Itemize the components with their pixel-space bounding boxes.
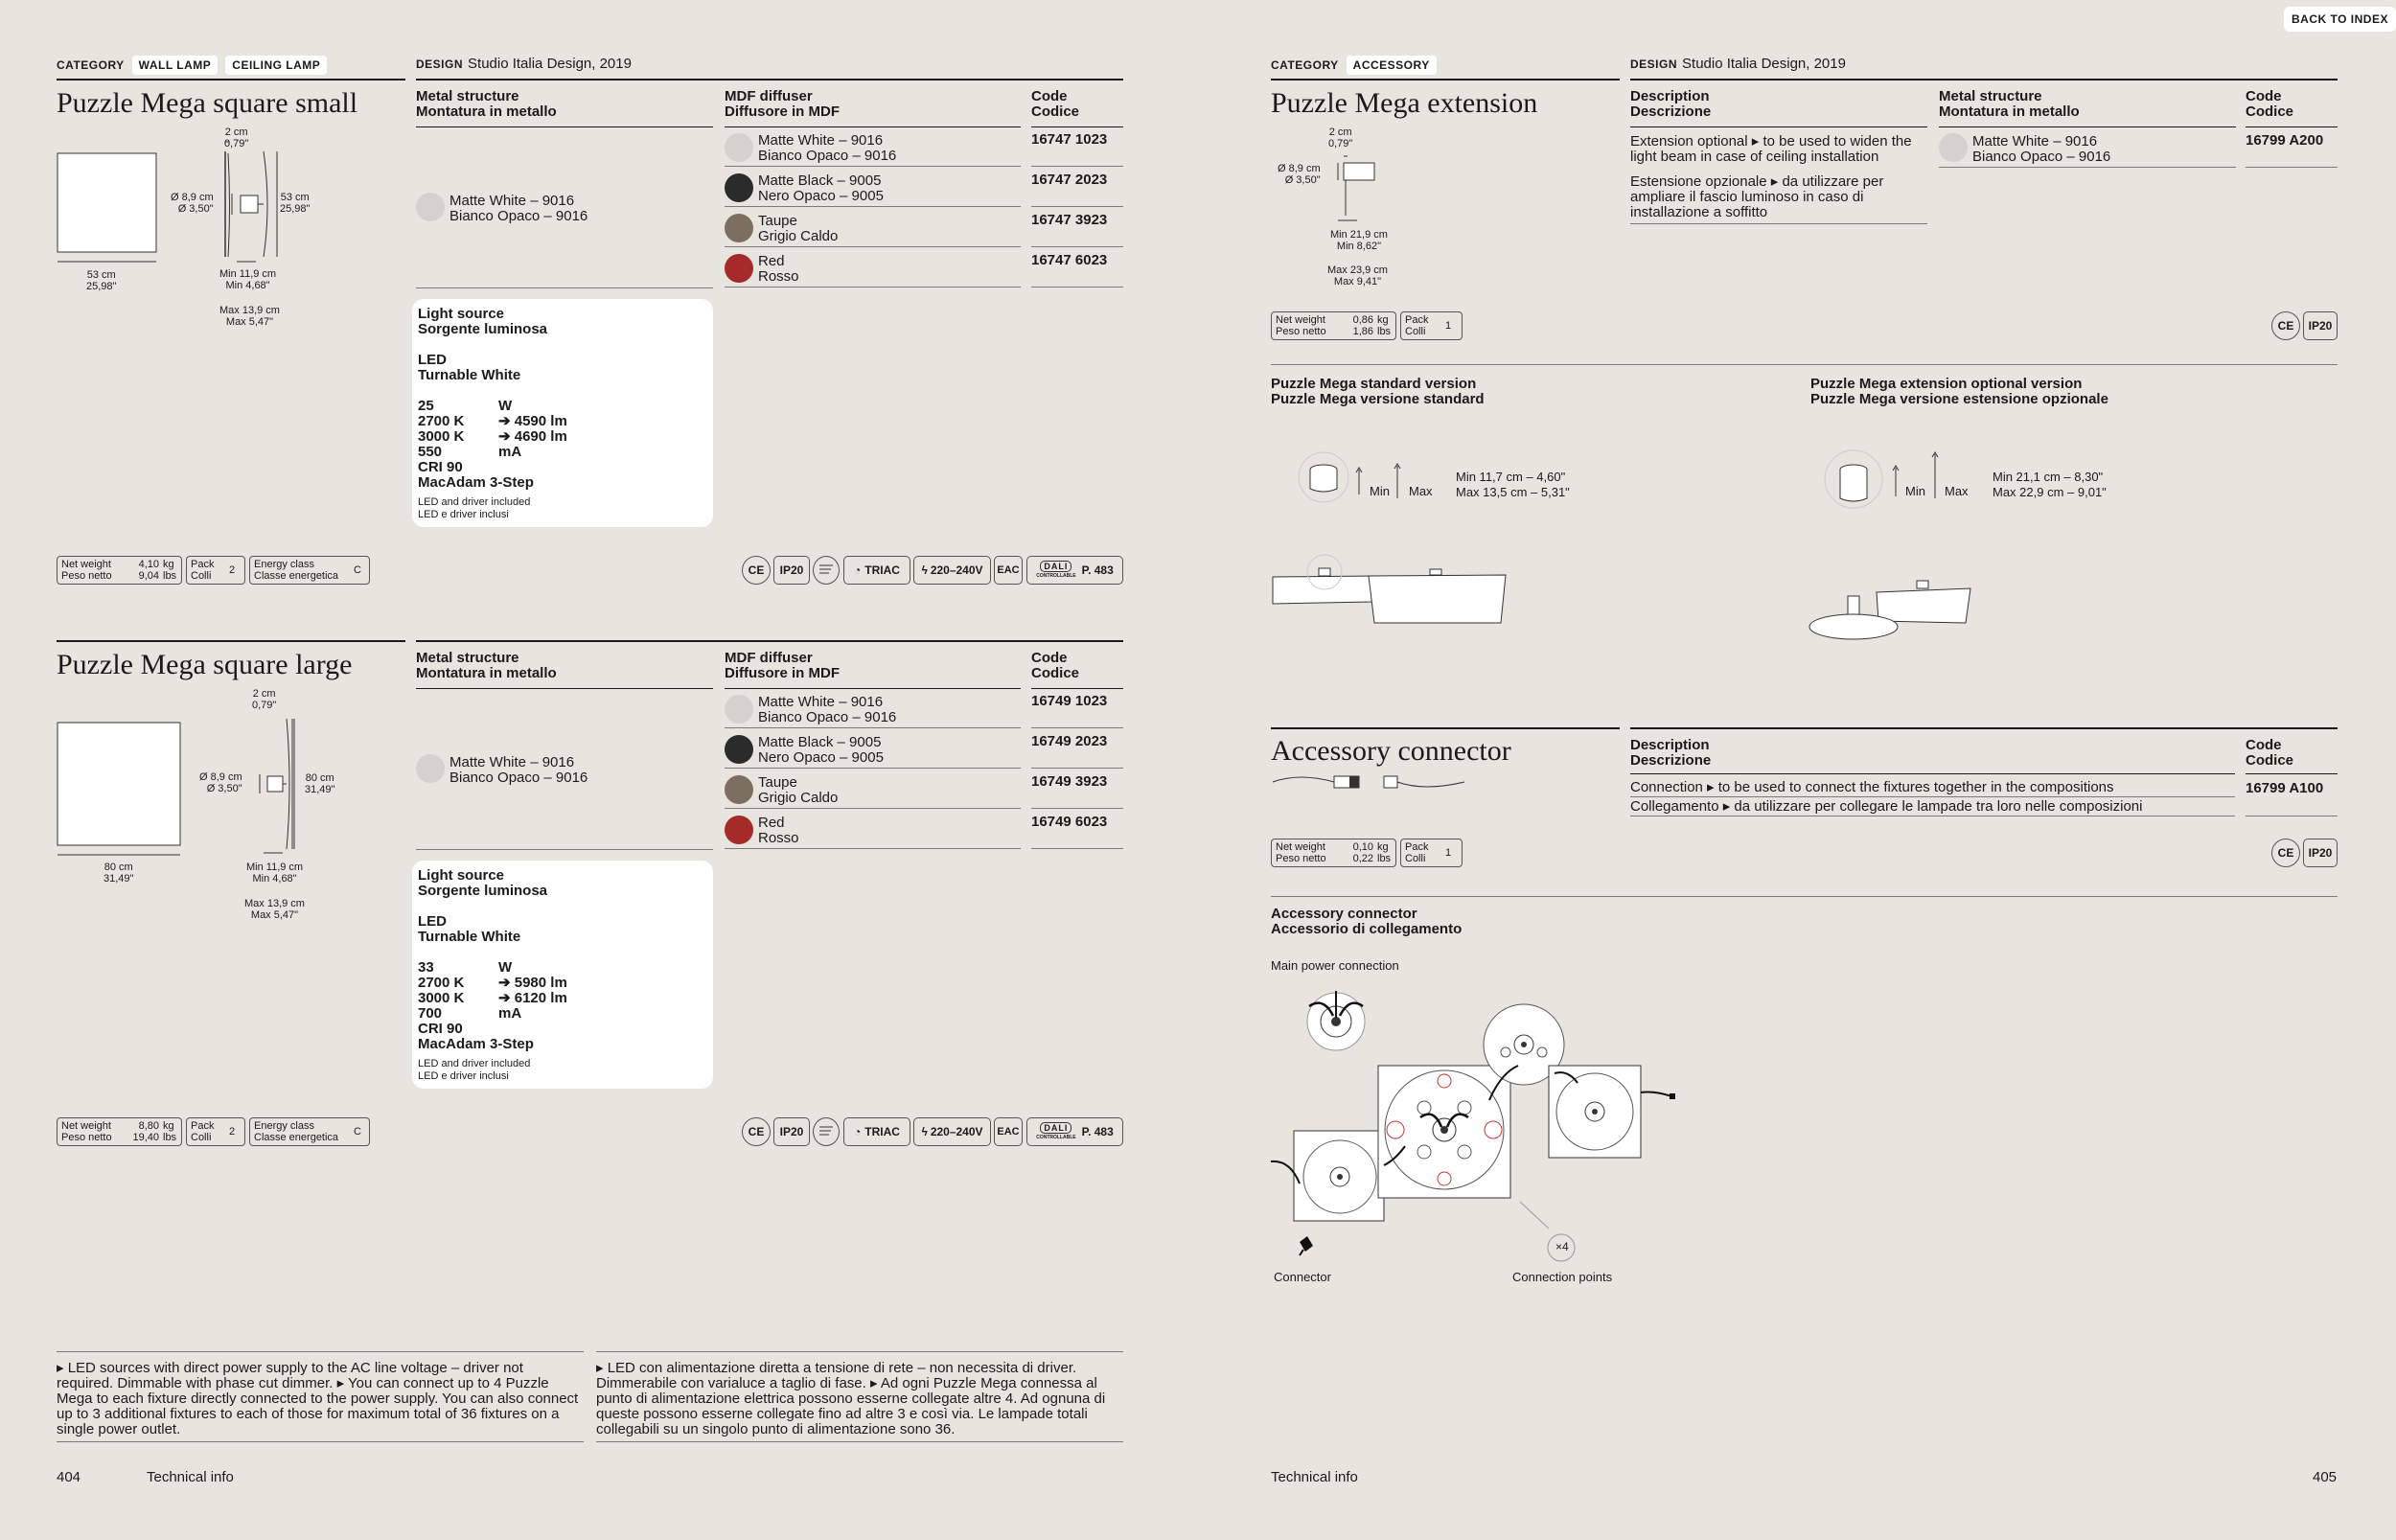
code-header: Code Codice — [2246, 737, 2294, 769]
surface-mount-icon — [813, 556, 840, 585]
divider — [57, 640, 405, 642]
design-label: DESIGN — [1630, 57, 1678, 71]
pack-box: Pack Colli 1 — [1400, 311, 1463, 340]
energy-class-box: Energy class Classe energetica C — [249, 1117, 370, 1146]
diagram-header: Accessory connector Accessorio di collegamento — [1271, 906, 1463, 937]
dim-side: 53 cm 25,98" — [280, 192, 311, 215]
metal-value: Matte White – 9016 Bianco Opaco – 9016 — [449, 754, 588, 786]
connector-label: Connector — [1274, 1270, 1331, 1284]
ip20-badge: IP20 — [773, 556, 810, 585]
diffuser-color-name: Taupe Grigio Caldo — [758, 213, 839, 244]
divider — [1271, 896, 2338, 897]
description-header: Description Descrizione — [1630, 737, 1712, 769]
diffuser-color-name: Taupe Grigio Caldo — [758, 774, 839, 806]
product-title: Accessory connector — [1271, 735, 1511, 767]
code-header: Code Codice — [1031, 650, 1080, 681]
diffuser-color-name: Matte Black – 9005 Nero Opaco – 9005 — [758, 734, 884, 766]
chip-ceiling-lamp[interactable]: CEILING LAMP — [225, 56, 327, 75]
metal-header: Metal structure Montatura in metallo — [416, 88, 557, 120]
divider — [416, 640, 1123, 642]
eac-mark-icon: EAC — [994, 1117, 1023, 1146]
divider — [1031, 808, 1123, 809]
divider — [1271, 727, 1620, 729]
extension-dimensions: Min 21,1 cm – 8,30" Max 22,9 cm – 9,01" — [1993, 470, 2107, 499]
max-label: Max — [1945, 484, 1969, 498]
dim-depth: 2 cm 0,79" — [252, 688, 277, 711]
surface-mount-icon — [813, 1117, 840, 1146]
dim-depth: 2 cm 0,79" — [1328, 126, 1353, 149]
ce-mark-icon: CE — [742, 1117, 771, 1146]
description-italian: Collegamento ▸ da utilizzare per collegare le lampade tra loro nelle composizioni — [1630, 798, 2143, 815]
multiplier-label: ×4 — [1555, 1240, 1569, 1253]
design-info — [416, 56, 632, 72]
divider — [1630, 773, 2235, 774]
product-code: 16749 3923 — [1031, 773, 1108, 790]
product-code: 16749 6023 — [1031, 814, 1108, 830]
metal-header: Metal structure Montatura in metallo — [416, 650, 557, 681]
design-value: Studio Italia Design, 2019 — [1682, 56, 1846, 72]
divider — [725, 126, 1021, 127]
main-power-label: Main power connection — [1271, 958, 1399, 973]
code-header: Code Codice — [1031, 88, 1080, 120]
chip-accessory[interactable]: ACCESSORY — [1347, 56, 1437, 75]
swatch-matte-white — [1939, 133, 1968, 162]
description-header: Description Descrizione — [1630, 88, 1712, 120]
voltage-badge: ϟ 220–240V — [913, 1117, 991, 1146]
color-swatch — [725, 254, 753, 283]
dali-badge: DALI CONTROLLABLE P. 483 — [1026, 556, 1123, 585]
page-number: 405 — [2313, 1469, 2338, 1485]
pack-box: Pack Colli 2 — [186, 1117, 245, 1146]
divider — [1630, 223, 1927, 224]
composition-diagram — [1271, 977, 1693, 1265]
divider — [596, 1441, 1123, 1442]
max-label: Max — [1409, 484, 1433, 498]
weight-box: Net weight Peso netto 0,10 0,22 kg lbs — [1271, 839, 1396, 867]
divider — [416, 849, 713, 850]
product-code: 16747 6023 — [1031, 252, 1108, 268]
dim-diameter: Ø 8,9 cm Ø 3,50" — [171, 192, 214, 215]
dim-side: 80 cm 31,49" — [305, 772, 335, 795]
extension-version-header: Puzzle Mega extension optional version Puzzle Mega versione estensione opzionale — [1810, 376, 2108, 407]
color-swatch — [725, 775, 753, 804]
divider — [725, 768, 1021, 769]
product-code: 16799 A200 — [2246, 132, 2324, 149]
category-label: CATEGORY — [57, 58, 125, 72]
product-title: Puzzle Mega square small — [57, 87, 358, 119]
dim-depth: 2 cm 0,79" — [224, 126, 249, 149]
design-label: DESIGN — [416, 57, 464, 71]
color-swatch — [725, 735, 753, 764]
divider — [57, 1441, 584, 1442]
triac-badge: ◔ TRIAC — [843, 556, 910, 585]
dim-width: 53 cm 25,98" — [86, 269, 117, 292]
dim-min: Min 11,9 cm Min 4,68" — [219, 268, 277, 291]
page-reference-link[interactable]: P. 483 — [1081, 1125, 1114, 1138]
divider — [596, 1351, 1123, 1352]
dim-min: Min 11,9 cm Min 4,68" — [246, 862, 304, 885]
min-label: Min — [1905, 484, 1925, 498]
metal-value: Matte White – 9016 Bianco Opaco – 9016 — [449, 193, 588, 224]
product-title: Puzzle Mega extension — [1271, 87, 1538, 119]
section-label: Technical info — [1271, 1469, 1358, 1485]
divider — [725, 727, 1021, 728]
ip20-badge: IP20 — [2303, 839, 2338, 867]
color-swatch — [725, 173, 753, 202]
divider — [1031, 727, 1123, 728]
standard-version-header: Puzzle Mega standard version Puzzle Mega versione standard — [1271, 376, 1485, 407]
color-swatch — [725, 695, 753, 724]
divider — [1031, 206, 1123, 207]
page-reference-link[interactable]: P. 483 — [1081, 563, 1114, 577]
category-label: CATEGORY — [1271, 58, 1339, 72]
color-swatch — [725, 816, 753, 844]
swatch-matte-white — [416, 754, 445, 783]
diffuser-color-name: Matte Black – 9005 Nero Opaco – 9005 — [758, 172, 884, 204]
dim-diameter: Ø 8,9 cm Ø 3,50" — [199, 771, 242, 794]
divider — [725, 206, 1021, 207]
divider — [1031, 848, 1123, 849]
divider — [1630, 79, 2338, 80]
description-italian: Estensione opzionale ▸ da utilizzare per ampliare il fascio luminoso in caso di installazione a soffitto — [1630, 173, 1884, 220]
divider — [1031, 166, 1123, 167]
voltage-badge: ϟ 220–240V — [913, 556, 991, 585]
divider — [416, 79, 1123, 80]
triac-badge: ◔ TRIAC — [843, 1117, 910, 1146]
divider — [725, 246, 1021, 247]
description-english: Connection ▸ to be used to connect the fixtures together in the compositions — [1630, 779, 2114, 795]
mdf-header: MDF diffuser Diffusore in MDF — [725, 88, 840, 120]
footnote-italian: ▸ LED con alimentazione diretta a tensione di rete – non necessita di driver. Dimmerabile con varialuce a taglio di fase. ▸ Ad ogni Puzzle Mega connessa al punto di alimentazione elettrica possono esserne collegate altre 4. Ad ognuna di queste possono esserne collegate fino ad altre 3 e così via. Le lampade totali collegabili su un singolo punto di alimentazione sono 36. — [596, 1360, 1106, 1437]
product-title: Puzzle Mega square large — [57, 649, 353, 680]
back-to-index-button[interactable]: BACK TO INDEX — [2284, 7, 2396, 32]
divider — [725, 848, 1021, 849]
divider — [2246, 167, 2338, 168]
divider — [2246, 126, 2338, 127]
divider — [1630, 126, 1927, 127]
divider — [416, 126, 713, 127]
product-code: 16749 1023 — [1031, 693, 1108, 709]
divider — [725, 688, 1021, 689]
category-header — [57, 56, 327, 75]
light-source-box: Light source Sorgente luminosa LED Turnable White 33 W 2700 K ➔ 5980 lm 3000 K ➔ 6120 lm 700 mA CRI 90 MacAdam 3-Step LED and driver included LED e driver inclusi — [412, 861, 713, 1089]
divider — [57, 79, 405, 80]
weight-box: Net weight Peso netto 8,80 19,40 kg lbs — [57, 1117, 182, 1146]
min-label: Min — [1370, 484, 1390, 498]
divider — [1271, 79, 1620, 80]
dim-max: Max 13,9 cm Max 5,47" — [219, 305, 280, 328]
ip20-badge: IP20 — [773, 1117, 810, 1146]
page-number: 404 — [57, 1469, 81, 1485]
dim-width: 80 cm 31,49" — [104, 862, 134, 885]
product-code: 16747 2023 — [1031, 172, 1108, 188]
divider — [1630, 796, 2235, 797]
extension-drawing — [1284, 149, 1399, 235]
product-code: 16747 3923 — [1031, 212, 1108, 228]
metal-value: Matte White – 9016 Bianco Opaco – 9016 — [1972, 133, 2111, 165]
mdf-header: MDF diffuser Diffusore in MDF — [725, 650, 840, 681]
divider — [1031, 126, 1123, 127]
description-english: Extension optional ▸ to be used to widen the light beam in case of ceiling installation — [1630, 133, 1912, 165]
ce-mark-icon: CE — [2271, 839, 2300, 867]
divider — [1031, 768, 1123, 769]
product-code: 16749 2023 — [1031, 733, 1108, 749]
footnote-english: ▸ LED sources with direct power supply to the AC line voltage – driver not required. Dimmable with phase cut dimmer. ▸ You can connect up to 4 Puzzle Mega to each fixture directly connected to the power supply. You can also connect up to 3 additional fixtures to each of those for maximum total of 36 fixtures on a single power outlet. — [57, 1360, 579, 1437]
diffuser-color-name: Matte White – 9016 Bianco Opaco – 9016 — [758, 694, 897, 725]
chip-wall-lamp[interactable]: WALL LAMP — [132, 56, 219, 75]
weight-box: Net weight Peso netto 4,10 9,04 kg lbs — [57, 556, 182, 585]
color-swatch — [725, 133, 753, 162]
divider — [1939, 167, 2236, 168]
diffuser-color-name: Red Rosso — [758, 253, 799, 285]
dim-max: Max 13,9 cm Max 5,47" — [244, 898, 305, 921]
divider — [416, 287, 713, 288]
product-drawing-large — [53, 709, 321, 862]
pack-box: Pack Colli 1 — [1400, 839, 1463, 867]
divider — [1031, 246, 1123, 247]
standard-dimensions: Min 11,7 cm – 4,60" Max 13,5 cm – 5,31" — [1456, 470, 1570, 499]
connection-points-label: Connection points — [1512, 1270, 1613, 1284]
divider — [57, 1351, 584, 1352]
divider — [416, 688, 713, 689]
connector-drawing — [1271, 769, 1472, 797]
divider — [725, 166, 1021, 167]
pack-box: Pack Colli 2 — [186, 556, 245, 585]
color-swatch — [725, 214, 753, 242]
dim-max: Max 23,9 cm Max 9,41" — [1327, 264, 1388, 287]
code-header: Code Codice — [2246, 88, 2294, 120]
divider — [1939, 126, 2236, 127]
swatch-matte-white — [416, 193, 445, 221]
dim-diameter: Ø 8,9 cm Ø 3,50" — [1278, 163, 1321, 186]
section-label: Technical info — [147, 1469, 234, 1485]
ce-mark-icon: CE — [742, 556, 771, 585]
divider — [725, 808, 1021, 809]
dali-badge: DALI CONTROLLABLE P. 483 — [1026, 1117, 1123, 1146]
weight-box: Net weight Peso netto 0,86 1,86 kg lbs — [1271, 311, 1396, 340]
extension-version-drawing — [1808, 441, 1999, 647]
diffuser-color-name: Red Rosso — [758, 815, 799, 846]
metal-header: Metal structure Montatura in metallo — [1939, 88, 2080, 120]
dim-min: Min 21,9 cm Min 8,62" — [1330, 229, 1388, 252]
divider — [2246, 773, 2338, 774]
divider — [1031, 688, 1123, 689]
product-code: 16747 1023 — [1031, 131, 1108, 148]
diffuser-color-name: Matte White – 9016 Bianco Opaco – 9016 — [758, 132, 897, 164]
divider — [1630, 727, 2338, 729]
ce-mark-icon: CE — [2271, 311, 2300, 340]
category-header — [1271, 56, 1437, 75]
light-source-box: Light source Sorgente luminosa LED Turnable White 25 W 2700 K ➔ 4590 lm 3000 K ➔ 4690 lm 550 mA CRI 90 MacAdam 3-Step LED and driver included LED e driver inclusi — [412, 299, 713, 527]
design-value: Studio Italia Design, 2019 — [468, 56, 632, 72]
eac-mark-icon: EAC — [994, 556, 1023, 585]
ip20-badge: IP20 — [2303, 311, 2338, 340]
design-info — [1630, 56, 1846, 72]
divider — [1271, 364, 2338, 365]
energy-class-box: Energy class Classe energetica C — [249, 556, 370, 585]
product-code: 16799 A100 — [2246, 780, 2324, 796]
